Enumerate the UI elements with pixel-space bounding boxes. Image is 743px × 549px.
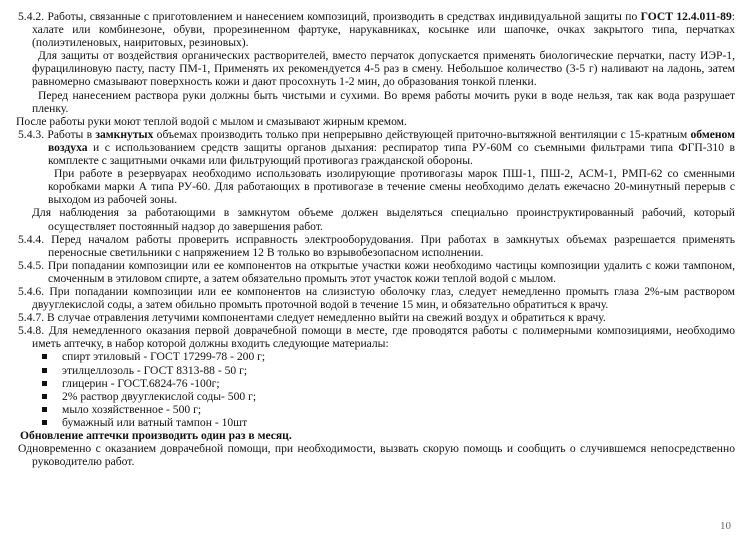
page-number: 10: [720, 520, 731, 532]
list-item: этилцеллозоль - ГОСТ 8313-88 - 50 г;: [42, 364, 735, 377]
paragraph-final: Одновременно с оказанием доврачебной помощи, при необходимости, вызвать скорую помощь и сообщить о случившемся непосредственно руководителю работ.: [18, 442, 735, 469]
first-aid-materials-list: [18, 350, 735, 429]
list-item: бумажный или ватный тампон - 10шт: [42, 416, 735, 429]
paragraph-5-4-7: 5.4.7. В случае отравления летучими компонентами следует немедленно выйти на свежий воздух и обратиться к врачу.: [18, 311, 606, 325]
paragraph-5-4-5: 5.4.5. При попадании композиции или ее компонентов на открытые участки кожи необходимо частицы композиции удалить с кожи тампоном, смоченным в этиловом спирте, а затем обязательно промыть этот участок кожи теплой водой с мылом.: [18, 258, 735, 285]
bold-enclosed: замкнутых: [95, 127, 154, 141]
list-item: спирт этиловый - ГОСТ 17299-78 - 200 г;: [42, 350, 735, 363]
paragraph-5-4-3: 5.4.3. Работы в замкнутых объемах производить только при непрерывно действующей приточно-вытяжной вентиляции с 15-кратным обменом воздуха и с использованием средств защиты органов дыхания: респиратор типа РУ-60М со съемными фильтрами типа ФГП-310 в комплекте с защитными очками или фильтрующий противогаз гражданской обороны.: [18, 127, 736, 168]
paragraph-tanks: При работе в резервуарах необходимо использовать изолирующие противогазы марок ПШ-1, ПШ-2, АСМ-1, РМП-62 со сменными коробками марки А типа РУ-60. Для работающих в противогазе в течение смены необходимо делать ежечасно 20-минутный перерыв с выходом из рабочей зоны.: [48, 167, 735, 207]
gost-reference: ГОСТ 12.4.011-89: [640, 10, 732, 23]
paragraph-5-4-6: 5.4.6. При попадании композиции или ее компонентов на слизистую оболочку глаз, следует немедленно промыть глаза 2%-ым раствором двууглекислой соды, а затем обильно промыть проточной водой в течение 15 мин, и обязательно обратиться к врачу.: [18, 284, 735, 312]
paragraph-supervision: Для наблюдения за работающими в замкнутом объеме должен выделяться специально проинструктированный рабочий, который осуществляет постоянный надзор до завершения работ.: [32, 206, 735, 233]
paragraph-hands-after: После работы руки моют теплой водой с мылом и смазывают жирным кремом.: [16, 114, 407, 128]
paragraph-5-4-2: 5.4.2. Работы, связанные с приготовлением и нанесением композиций, производить в средствах индивидуальной защиты по ГОСТ 12.4.011-89: халате или комбинезоне, обуви, прорезиненном фартуке, нарукавниках, косынке или шапочке, очках закрытого типа, перчатках (полиэтиленовых, наиритовых, резиновых).: [18, 10, 735, 50]
paragraph-5-4-4: 5.4.4. Перед началом работы проверить исправность электрооборудования. При работах в замкнутых объемах разрешается применять переносные светильники с напряжением 12 В только во взрывобезопасном исполнении.: [18, 232, 735, 259]
list-item: мыло хозяйственное - 500 г;: [42, 403, 735, 416]
paragraph-protection-alternatives: Для защиты от воздействия органических растворителей, вместо перчаток допускается применять биологические перчатки, пасту ИЭР-1, фурацилиновую пасту, пасту ПМ-1, Применять их рекомендуется 4-5 раз в смену. Небольшое количество (3-5 г) наливают на ладонь, затем равномерно смазывают поверхность кожи и дают просохнуть 1-2 мин, до образования тонкой пленки.: [32, 49, 735, 89]
paragraph-hands-before: Перед нанесением раствора руки должны быть чистыми и сухими. Во время работы мочить руки в воде нельзя, так как вода разрушает пленку.: [32, 88, 735, 115]
list-item: глицерин - ГОСТ.6824-76 -100г;: [42, 377, 735, 390]
bold-air-exchange: обменом воздуха: [48, 127, 736, 154]
kit-renewal-note: Обновление аптечки производить один раз в месяц.: [20, 429, 292, 442]
paragraph-5-4-8: 5.4.8. Для немедленного оказания первой доврачебной помощи в месте, где проводятся работы с полимерными композициями, необходимо иметь аптечку, в набор которой должны входить следующие материалы:: [18, 324, 735, 351]
list-item: 2% раствор двууглекислой соды- 500 г;: [42, 390, 735, 403]
